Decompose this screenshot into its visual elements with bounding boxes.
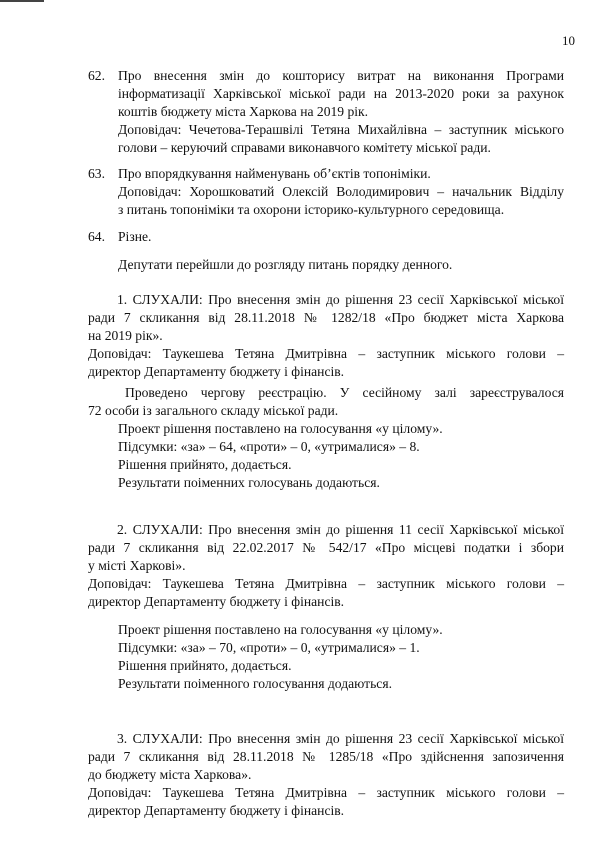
item-heading-line: на 2019 рік». <box>88 328 163 343</box>
vote-line: Проект рішення поставлено на голосування «у цілому». <box>118 622 443 637</box>
agenda-speaker-line: голови – керуючий справами виконавчого комітету міської ради. <box>118 140 491 155</box>
item-speaker-line: Доповідач: Таукешева Тетяна Дмитрівна – заступник міського голови – <box>88 785 564 800</box>
item-heading-line: у місті Харкові». <box>88 558 186 573</box>
agenda-speaker-line: з питань топоніміки та охорони історико-культурного середовища. <box>118 202 505 217</box>
item-heading-line: 2. СЛУХАЛИ: Про внесення змін до рішення 11 сесії Харківської міської <box>117 522 564 537</box>
item-heading-line: 3. СЛУХАЛИ: Про внесення змін до рішення 23 сесії Харківської міської <box>117 731 564 746</box>
agenda-number: 63. <box>88 166 105 181</box>
page-number: 10 <box>562 33 575 48</box>
vote-line: Проект рішення поставлено на голосування «у цілому». <box>118 421 443 436</box>
agenda-speaker-line: Доповідач: Чечетова-Терашвілі Тетяна Михайлівна – заступник міського <box>118 122 564 137</box>
agenda-speaker-line: Доповідач: Хорошковатий Олексій Володимирович – начальник Відділу <box>118 184 564 199</box>
agenda-line: інформатизації Харківської міської ради на 2013-2020 роки за рахунок <box>118 86 564 101</box>
transition-paragraph: Депутати перейшли до розгляду питань порядку денного. <box>118 257 453 272</box>
item-speaker-line: директор Департаменту бюджету і фінансів. <box>88 594 345 609</box>
registration-line: 72 особи із загального складу міської ради. <box>88 403 339 418</box>
item-speaker-line: Доповідач: Таукешева Тетяна Дмитрівна – заступник міського голови – <box>88 346 564 361</box>
vote-line: Результати поіменного голосування додаються. <box>118 676 392 691</box>
item-heading-line: ради 7 скликання від 22.02.2017 № 542/17 «Про місцеві податки і збори <box>88 540 564 555</box>
agenda-number: 62. <box>88 68 105 83</box>
vote-line: Рішення прийнято, додається. <box>118 457 292 472</box>
vote-line: Рішення прийнято, додається. <box>118 658 292 673</box>
vote-results: Підсумки: «за» – 70, «проти» – 0, «утрималися» – 1. <box>118 640 420 655</box>
agenda-line: коштів бюджету міста Харкова на 2019 рік. <box>118 104 369 119</box>
vote-line: Результати поіменних голосувань додаються. <box>118 475 380 490</box>
item-speaker-line: Доповідач: Таукешева Тетяна Дмитрівна – заступник міського голови – <box>88 576 564 591</box>
agenda-line: Про внесення змін до кошторису витрат на виконання Програми <box>118 68 564 83</box>
agenda-number: 64. <box>88 229 105 244</box>
item-heading-line: до бюджету міста Харкова». <box>88 767 252 782</box>
item-heading-line: ради 7 скликання від 28.11.2018 № 1282/18 «Про бюджет міста Харкова <box>88 310 564 325</box>
vote-results: Підсумки: «за» – 64, «проти» – 0, «утрималися» – 8. <box>118 439 420 454</box>
item-heading-line: 1. СЛУХАЛИ: Про внесення змін до рішення 23 сесії Харківської міської <box>117 292 564 307</box>
item-heading-line: ради 7 скликання від 28.11.2018 № 1285/18 «Про здійснення запозичення <box>88 749 564 764</box>
agenda-line: Про впорядкування найменувань об’єктів топоніміки. <box>118 166 431 181</box>
scan-corner-mark <box>0 0 44 2</box>
item-speaker-line: директор Департаменту бюджету і фінансів. <box>88 364 345 379</box>
item-speaker-line: директор Департаменту бюджету і фінансів. <box>88 803 345 818</box>
registration-line: Проведено чергову реєстрацію. У сесійному залі зареєструвалося <box>125 385 564 400</box>
agenda-line: Різне. <box>118 229 152 244</box>
